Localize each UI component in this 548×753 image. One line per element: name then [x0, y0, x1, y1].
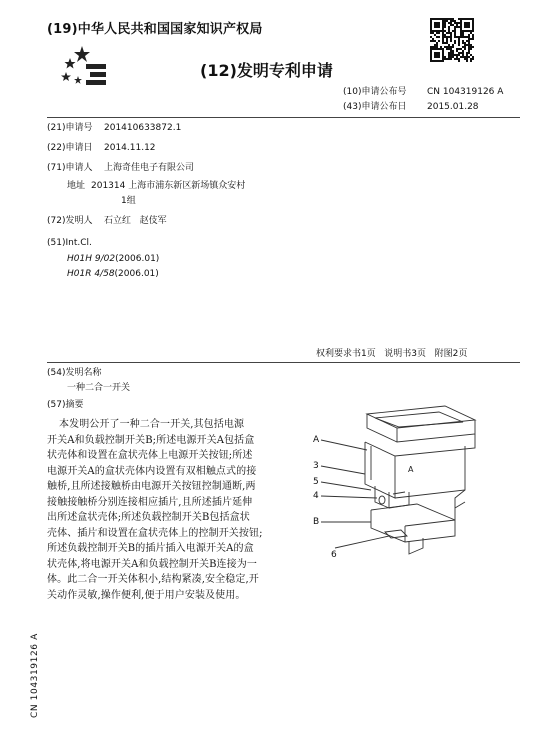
- fig-label-5: 5: [313, 477, 319, 487]
- pub-no: CN 104319126 A: [427, 87, 504, 97]
- fig-label-a: A: [313, 435, 320, 445]
- inventors: 石立红 赵伎军: [104, 216, 167, 226]
- abstract-line: 电源开关A的盒状壳体内设置有双相触点式的接: [47, 465, 257, 477]
- document-type: (12)发明专利申请: [200, 61, 333, 80]
- abstract-line: 触桥,且所述接触桥由电源开关按钮控制通断,两: [47, 481, 256, 492]
- ipc-2: [67, 269, 159, 280]
- abstract-line: 关动作灵敏,操作便利,便于用户安装及使用。: [47, 589, 246, 601]
- pub-date-label: (43)申请公布日: [343, 102, 407, 112]
- fig-label-6: 6: [331, 550, 337, 560]
- app-no: 201410633872.1: [104, 123, 182, 133]
- ipc-2-version: (2006.01): [114, 269, 159, 279]
- patent-figure: [305, 398, 515, 578]
- address-line1: 201314 上海市浦东新区新场镇众安村: [91, 181, 246, 191]
- abstract-line: 壳体、插片和设置在盒状壳体上的控制开关按钮;: [47, 527, 263, 539]
- fig-label-3: 3: [313, 461, 319, 471]
- abstract-line: 状壳体,将电源开关A和负载控制开关B连接为一: [47, 558, 257, 570]
- side-pub-number: CN 104319126 A: [30, 633, 40, 718]
- app-date: 2014.11.12: [104, 143, 156, 153]
- abstract-line: 所述负载控制开关B的插片插入电源开关A的盒: [47, 543, 254, 554]
- app-date-label: (22)申请日: [47, 143, 93, 153]
- applicant-label: (71)申请人: [47, 163, 93, 173]
- pages-info: 权利要求书1页 说明书3页 附图2页: [316, 349, 468, 359]
- pub-date: 2015.01.28: [427, 102, 479, 112]
- app-no-label: (21)申请号: [47, 123, 93, 133]
- abstract-line: 状壳体和设置在盒状壳体上电源开关按钮;所述: [47, 450, 253, 461]
- divider-mid: [47, 362, 520, 363]
- intcl-label: (51)Int.Cl.: [47, 238, 92, 248]
- address-label: 地址: [67, 181, 86, 191]
- ipc-1: [67, 254, 159, 265]
- office-name: (19)中华人民共和国国家知识产权局: [47, 22, 263, 37]
- fig-label-b: B: [313, 517, 320, 527]
- applicant: 上海奇佳电子有限公司: [104, 163, 195, 173]
- invention-name-label: (54)发明名称: [47, 368, 102, 378]
- abstract-line: 本发明公开了一种二合一开关,其包括电源: [59, 419, 245, 430]
- abstract-label: (57)摘要: [47, 400, 84, 410]
- cnipa-logo: [56, 42, 112, 90]
- qr-code: [430, 18, 474, 62]
- inventor-label: (72)发明人: [47, 216, 93, 226]
- abstract-line: 出所述盒状壳体;所述负载控制开关B包括盒状: [47, 512, 250, 523]
- ipc-1-code: H01H 9/02: [67, 254, 116, 264]
- fig-label-4: 4: [313, 491, 319, 501]
- abstract-line: 开关A和负载控制开关B;所述电源开关A包括盒: [47, 434, 255, 446]
- divider-top: [47, 117, 520, 118]
- ipc-1-version: (2006.01): [115, 254, 160, 264]
- abstract-body: [47, 417, 309, 603]
- abstract-line: 接触接触桥分别连接相应插片,且所述插片延伸: [47, 496, 253, 508]
- invention-name: 一种二合一开关: [67, 383, 131, 393]
- abstract-line: 体。此二合一开关体积小,结构紧凑,安全稳定,开: [47, 574, 259, 585]
- address-line2: 1组: [121, 196, 136, 206]
- ipc-2-code: H01R 4/58: [67, 269, 115, 279]
- svg-text:A: A: [408, 465, 414, 474]
- pub-no-label: (10)申请公布号: [343, 87, 407, 97]
